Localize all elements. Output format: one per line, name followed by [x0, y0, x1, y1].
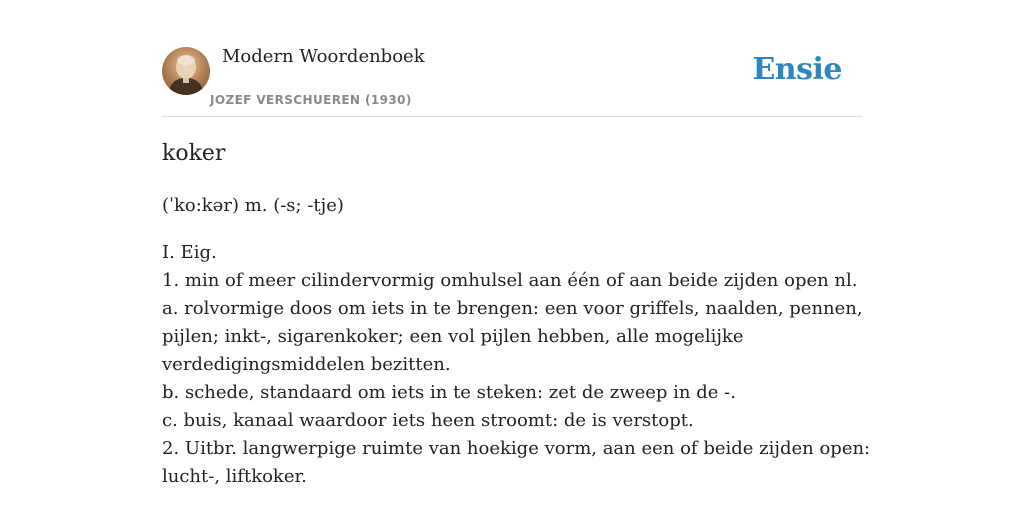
author-portrait-image	[162, 47, 210, 95]
author-avatar	[162, 47, 210, 95]
definition-line: b. schede, standaard om iets in te steken: zet de zweep in de -.	[162, 382, 736, 403]
definition-line: I. Eig.	[162, 242, 217, 263]
ensie-logo[interactable]: Ensie	[752, 52, 842, 87]
definition-line: 2. Uitbr. langwerpige ruimte van hoekige vorm, aan een of beide zijden open:	[162, 438, 871, 459]
definition-body	[162, 239, 871, 491]
header	[162, 0, 862, 117]
pronunciation: (ˈko:kər) m. (-s; -tje)	[162, 195, 344, 216]
entry-card	[162, 0, 871, 512]
definition-line: 1. min of meer cilindervormig omhulsel aan één of aan beide zijden open nl.	[162, 270, 858, 291]
definition-line: a. rolvormige doos om iets in te brengen: een voor griffels, naalden, pennen,	[162, 298, 863, 319]
headword: koker	[162, 141, 226, 166]
definition-line: verdedigingsmiddelen bezitten.	[162, 354, 451, 375]
definition-line: lucht-, liftkoker.	[162, 466, 307, 487]
definition-line: pijlen; inkt-, sigarenkoker; een vol pijlen hebben, alle mogelijke	[162, 326, 744, 347]
definition-line: c. buis, kanaal waardoor iets heen stroomt: de is verstopt.	[162, 410, 694, 431]
author-name[interactable]: JOZEF VERSCHUEREN (1930)	[210, 93, 412, 107]
book-title[interactable]: Modern Woordenboek	[222, 46, 425, 67]
